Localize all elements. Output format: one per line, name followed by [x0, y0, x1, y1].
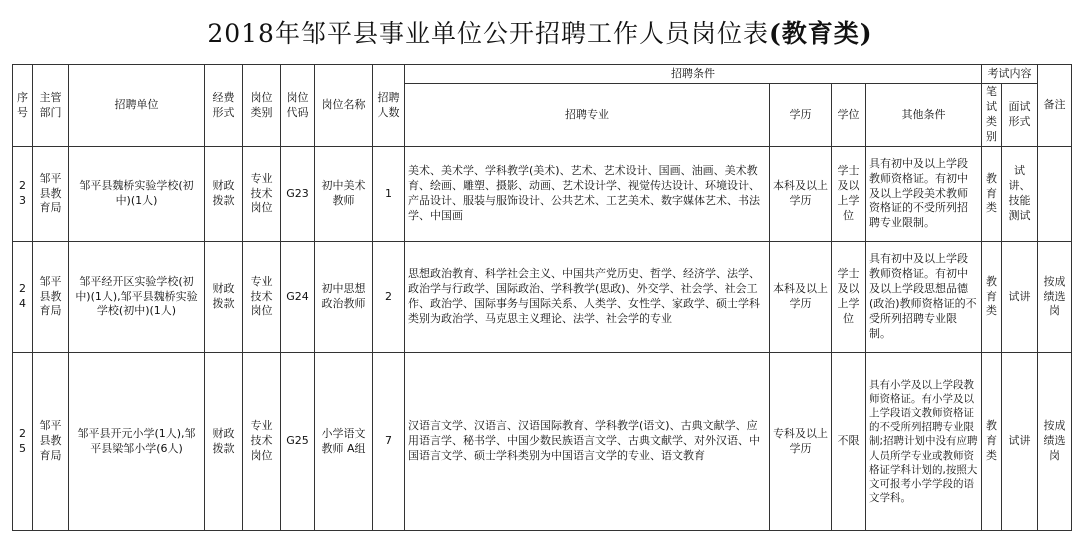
cell-degree: 学士及以上学位 — [832, 242, 866, 353]
cell-seq: 24 — [13, 242, 33, 353]
header-major: 招聘专业 — [405, 84, 770, 147]
header-degree: 学位 — [832, 84, 866, 147]
cell-degree: 不限 — [832, 353, 866, 531]
cell-post-type: 专业技术岗位 — [243, 353, 281, 531]
table-row — [13, 147, 1072, 242]
header-exam: 考试内容 — [982, 65, 1038, 84]
cell-other: 具有小学及以上学段教师资格证。有小学及以上学段语文教师资格证的不受所列招聘专业限制;招聘计划中没有应聘人员所学专业或教师资格证学科计划的,按照大文可报考小学学段的语文学科。 — [866, 353, 982, 531]
table-row — [13, 353, 1072, 531]
header-unit: 招聘单位 — [69, 65, 205, 147]
cell-interview: 试讲 — [1002, 353, 1038, 531]
cell-education: 本科及以上学历 — [770, 147, 832, 242]
header-interview: 面试形式 — [1002, 84, 1038, 147]
cell-interview: 试讲、技能测试 — [1002, 147, 1038, 242]
header-count: 招聘人数 — [373, 65, 405, 147]
cell-seq: 23 — [13, 147, 33, 242]
cell-count: 1 — [373, 147, 405, 242]
header-post-name: 岗位名称 — [315, 65, 373, 147]
cell-post-type: 专业技术岗位 — [243, 242, 281, 353]
header-post-code: 岗位代码 — [281, 65, 315, 147]
cell-unit: 邹平县魏桥实验学校(初中)(1人) — [69, 147, 205, 242]
cell-other: 具有初中及以上学段教师资格证。有初中及以上学段美术教师资格证的不受所列招聘专业限制。 — [866, 147, 982, 242]
positions-table — [12, 64, 1072, 531]
cell-dept: 邹平县教育局 — [33, 147, 69, 242]
header-written: 笔试类别 — [982, 84, 1002, 147]
cell-seq: 25 — [13, 353, 33, 531]
cell-other: 具有初中及以上学段教师资格证。有初中及以上学段思想品德(政治)教师资格证的不受所列招聘专业限制。 — [866, 242, 982, 353]
header-remark: 备注 — [1038, 65, 1072, 147]
cell-dept: 邹平县教育局 — [33, 242, 69, 353]
table-row — [13, 242, 1072, 353]
header-row-1 — [13, 65, 1072, 84]
cell-post-code: G23 — [281, 147, 315, 242]
cell-degree: 学士及以上学位 — [832, 147, 866, 242]
cell-interview: 试讲 — [1002, 242, 1038, 353]
cell-count: 2 — [373, 242, 405, 353]
cell-post-code: G24 — [281, 242, 315, 353]
cell-post-type: 专业技术岗位 — [243, 147, 281, 242]
cell-count: 7 — [373, 353, 405, 531]
header-seq: 序号 — [13, 65, 33, 147]
cell-post-name: 初中美术教师 — [315, 147, 373, 242]
title-main: 2018年邹平县事业单位公开招聘工作人员岗位表 — [207, 19, 769, 48]
page-title — [0, 14, 1080, 50]
cell-education: 本科及以上学历 — [770, 242, 832, 353]
cell-written: 教育类 — [982, 353, 1002, 531]
cell-remark — [1038, 147, 1072, 242]
header-post-type: 岗位类别 — [243, 65, 281, 147]
cell-written: 教育类 — [982, 242, 1002, 353]
cell-post-name: 初中思想政治教师 — [315, 242, 373, 353]
title-category: (教育类) — [768, 19, 873, 48]
header-funding: 经费形式 — [205, 65, 243, 147]
header-conditions: 招聘条件 — [405, 65, 982, 84]
cell-remark: 按成绩选岗 — [1038, 242, 1072, 353]
cell-written: 教育类 — [982, 147, 1002, 242]
cell-unit: 邹平县开元小学(1人),邹平县梁邹小学(6人) — [69, 353, 205, 531]
cell-post-code: G25 — [281, 353, 315, 531]
cell-funding: 财政拨款 — [205, 242, 243, 353]
cell-funding: 财政拨款 — [205, 353, 243, 531]
cell-post-name: 小学语文教师 A组 — [315, 353, 373, 531]
cell-major: 美术、美术学、学科教学(美术)、艺术、艺术设计、国画、油画、美术教育、绘画、雕塑、摄影、动画、艺术设计学、视觉传达设计、环境设计、产品设计、服装与服饰设计、公共艺术、工艺美术、数字媒体艺术、书法学、中国画 — [405, 147, 770, 242]
header-education: 学历 — [770, 84, 832, 147]
cell-education: 专科及以上学历 — [770, 353, 832, 531]
cell-funding: 财政拨款 — [205, 147, 243, 242]
cell-major: 汉语言文学、汉语言、汉语国际教育、学科教学(语文)、古典文献学、应用语言学、秘书学、中国少数民族语言文学、古典文献学、对外汉语、中国语言文学、硕士学科类别为中国语言文学的专业、语文教育 — [405, 353, 770, 531]
cell-dept: 邹平县教育局 — [33, 353, 69, 531]
header-other: 其他条件 — [866, 84, 982, 147]
cell-unit: 邹平经开区实验学校(初中)(1人),邹平县魏桥实验学校(初中)(1人) — [69, 242, 205, 353]
cell-major: 思想政治教育、科学社会主义、中国共产党历史、哲学、经济学、法学、政治学与行政学、国际政治、学科教学(思政)、外交学、社会学、社会工作、政治学、国际事务与国际关系、人类学、女性学、家政学、硕士学科类别为政治学、马克思主义理论、法学、社会学的专业 — [405, 242, 770, 353]
cell-remark: 按成绩选岗 — [1038, 353, 1072, 531]
header-dept: 主管部门 — [33, 65, 69, 147]
